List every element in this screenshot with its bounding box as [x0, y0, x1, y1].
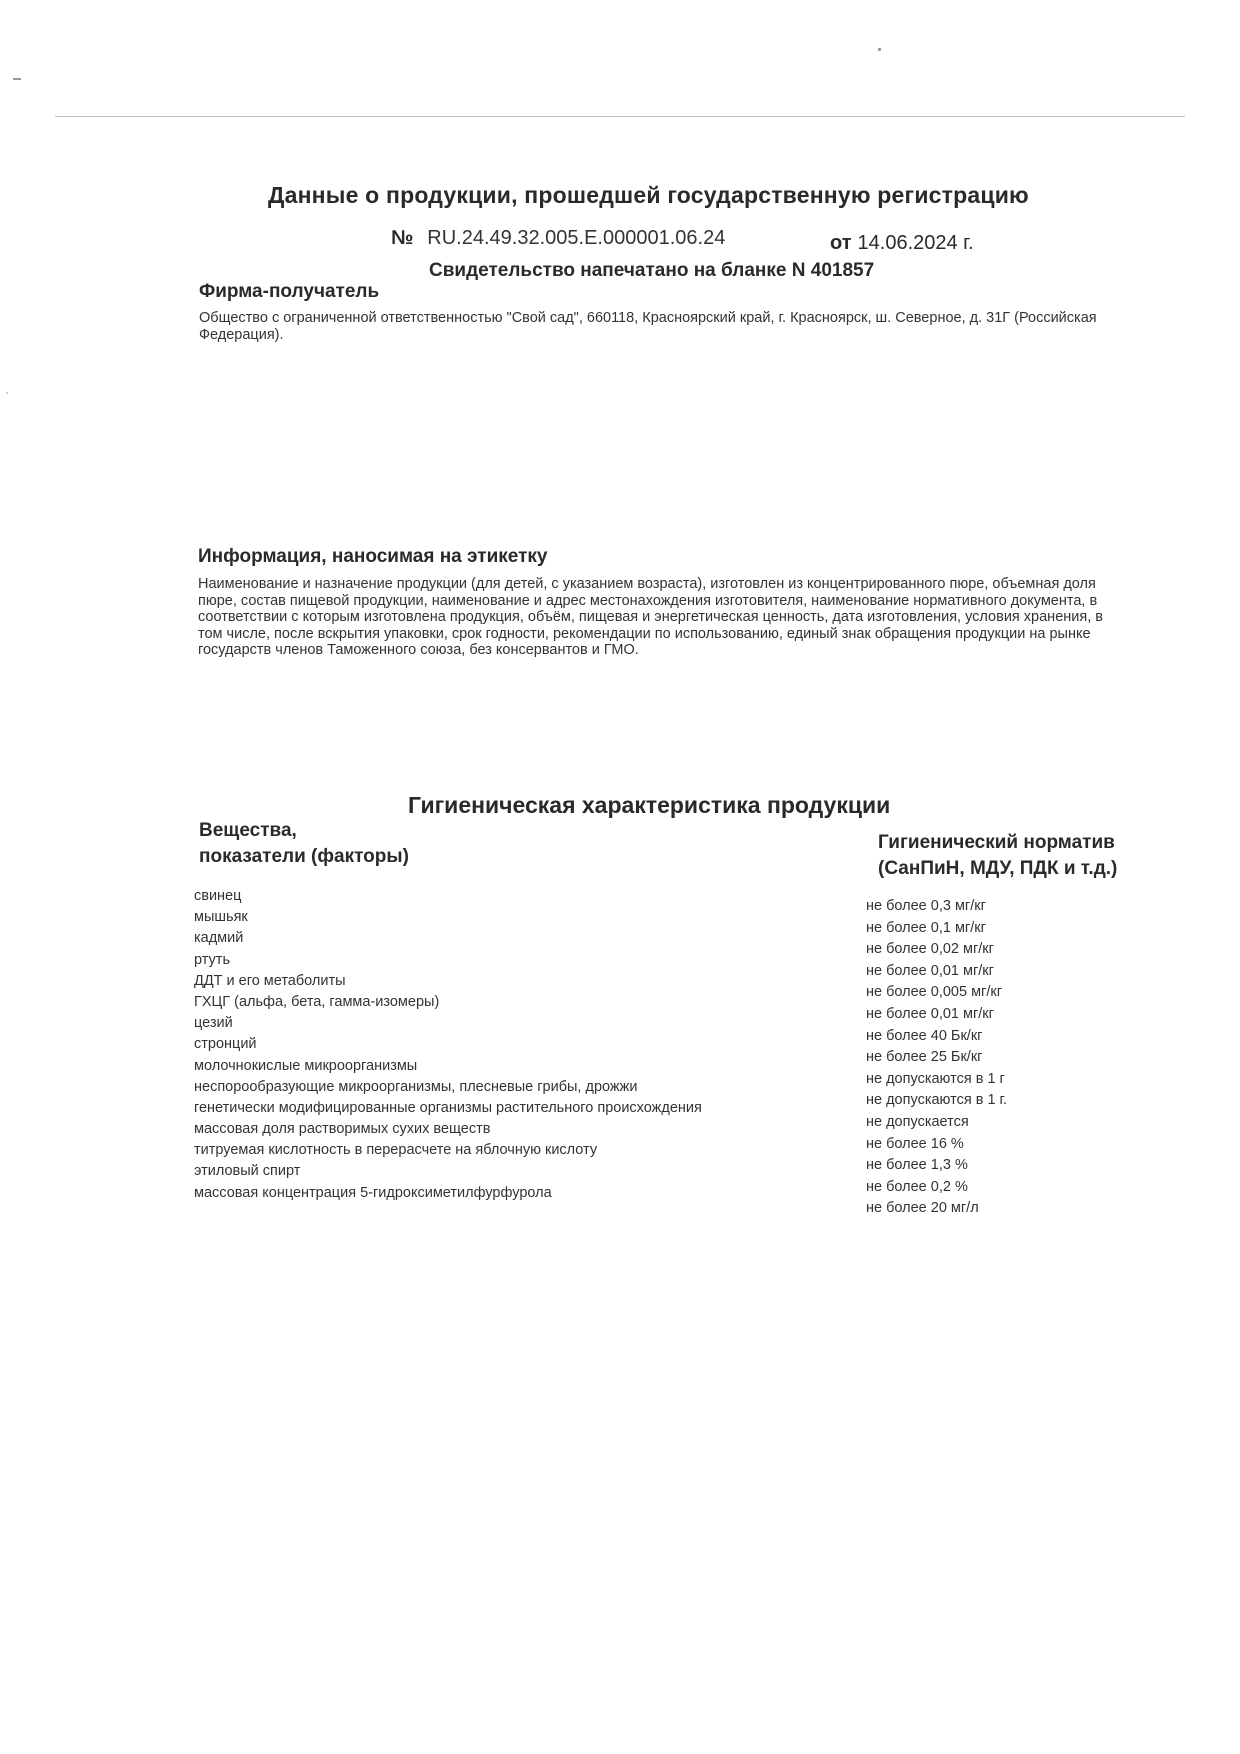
substances-header-line1: Вещества,	[199, 820, 297, 841]
scan-speck	[878, 48, 881, 51]
substance-item: свинец	[194, 888, 242, 904]
scan-speck	[13, 78, 21, 80]
substance-item: массовая доля растворимых сухих веществ	[194, 1121, 491, 1138]
norm-item: не более 16 %	[866, 1135, 964, 1152]
norm-item: не более 0,3 мг/кг	[866, 898, 986, 914]
norm-item: не допускаются в 1 г.	[866, 1092, 1008, 1109]
substance-item: ртуть	[194, 951, 230, 968]
label-info-text: Наименование и назначение продукции (для детей, с указанием возраста), изготовлен из концентрированного пюре, объемная доля пюре, состав пищевой продукции, наименование и адрес местонахождения изготовителя, наименование нормативного документа, в соответствии с которым изготовлена продукция, объём, пищевая и энергетическая ценность, дата изготовления, условия хранения, в том числе, после вскрытия упаковки, срок годности, рекомендации по использованию, единый знак обращения продукции на рынке государств членов Таможенного союза, без консервантов и ГМО.	[198, 576, 1103, 658]
document-title: Данные о продукции, прошедшей государственную регистрацию	[268, 182, 1029, 208]
norm-item: не более 1,3 %	[866, 1157, 968, 1174]
norm-item: не допускаются в 1 г	[866, 1070, 1005, 1087]
norm-header-line1: Гигиенический норматив	[878, 832, 1115, 853]
substance-item: ДДТ и его метаболиты	[194, 972, 346, 989]
substance-item: неспорообразующие микроорганизмы, плесневые грибы, дрожжи	[194, 1078, 638, 1095]
recipient-heading: Фирма-получатель	[199, 281, 380, 302]
norm-item: не более 25 Бк/кг	[866, 1049, 983, 1066]
substance-item: стронций	[194, 1036, 257, 1053]
substance-item: массовая концентрация 5-гидроксиметилфурфурола	[194, 1184, 552, 1201]
substance-item: этиловый спирт	[194, 1163, 301, 1180]
top-rule	[55, 116, 1185, 117]
substances-column-header	[199, 818, 409, 870]
norms-list	[866, 896, 1007, 1220]
norm-header-line2: (СанПиН, МДУ, ПДК и т.д.)	[878, 858, 1118, 879]
label-info-heading: Информация, наносимая на этикетку	[198, 546, 548, 567]
substance-item: генетически модифицированные организмы растительного происхождения	[194, 1099, 702, 1116]
registration-date: 14.06.2024 г.	[857, 232, 974, 254]
norm-item: не более 20 мг/л	[866, 1200, 979, 1217]
registration-date-line	[830, 232, 974, 255]
norm-item: не более 40 Бк/кг	[866, 1027, 983, 1044]
norm-item: не допускается	[866, 1113, 969, 1130]
norm-item: не более 0,01 мг/кг	[866, 962, 994, 979]
substances-header-line2: показатели (факторы)	[199, 846, 409, 867]
substances-list	[194, 886, 702, 1204]
number-sign: №	[391, 227, 414, 249]
norm-item: не более 0,005 мг/кг	[866, 984, 1003, 1001]
norm-item: не более 0,01 мг/кг	[866, 1005, 994, 1022]
registration-number: RU.24.49.32.005.E.000001.06.24	[427, 227, 726, 249]
substance-item: кадмий	[194, 930, 244, 947]
blank-note: Свидетельство напечатано на бланке N 401857	[429, 260, 875, 281]
norm-column-header	[878, 830, 1117, 882]
substance-item: ГХЦГ (альфа, бета, гамма-изомеры)	[194, 993, 440, 1010]
date-label: от	[830, 232, 852, 254]
substance-item: титруемая кислотность в перерасчете на яблочную кислоту	[194, 1142, 598, 1159]
recipient-text: Общество с ограниченной ответственностью "Свой сад", 660118, Красноярский край, г. Красноярск, ш. Северное, д. 31Г (Российская Федерация).	[199, 310, 1097, 343]
norm-item: не более 0,1 мг/кг	[866, 919, 986, 936]
substance-item: цезий	[194, 1015, 233, 1032]
registration-number-line	[391, 227, 725, 250]
hygiene-title: Гигиеническая характеристика продукции	[408, 792, 891, 818]
scan-speck	[6, 392, 8, 394]
norm-item: не более 0,02 мг/кг	[866, 941, 994, 958]
substance-item: молочнокислые микроорганизмы	[194, 1057, 418, 1074]
substance-item: мышьяк	[194, 909, 248, 926]
norm-item: не более 0,2 %	[866, 1178, 968, 1195]
